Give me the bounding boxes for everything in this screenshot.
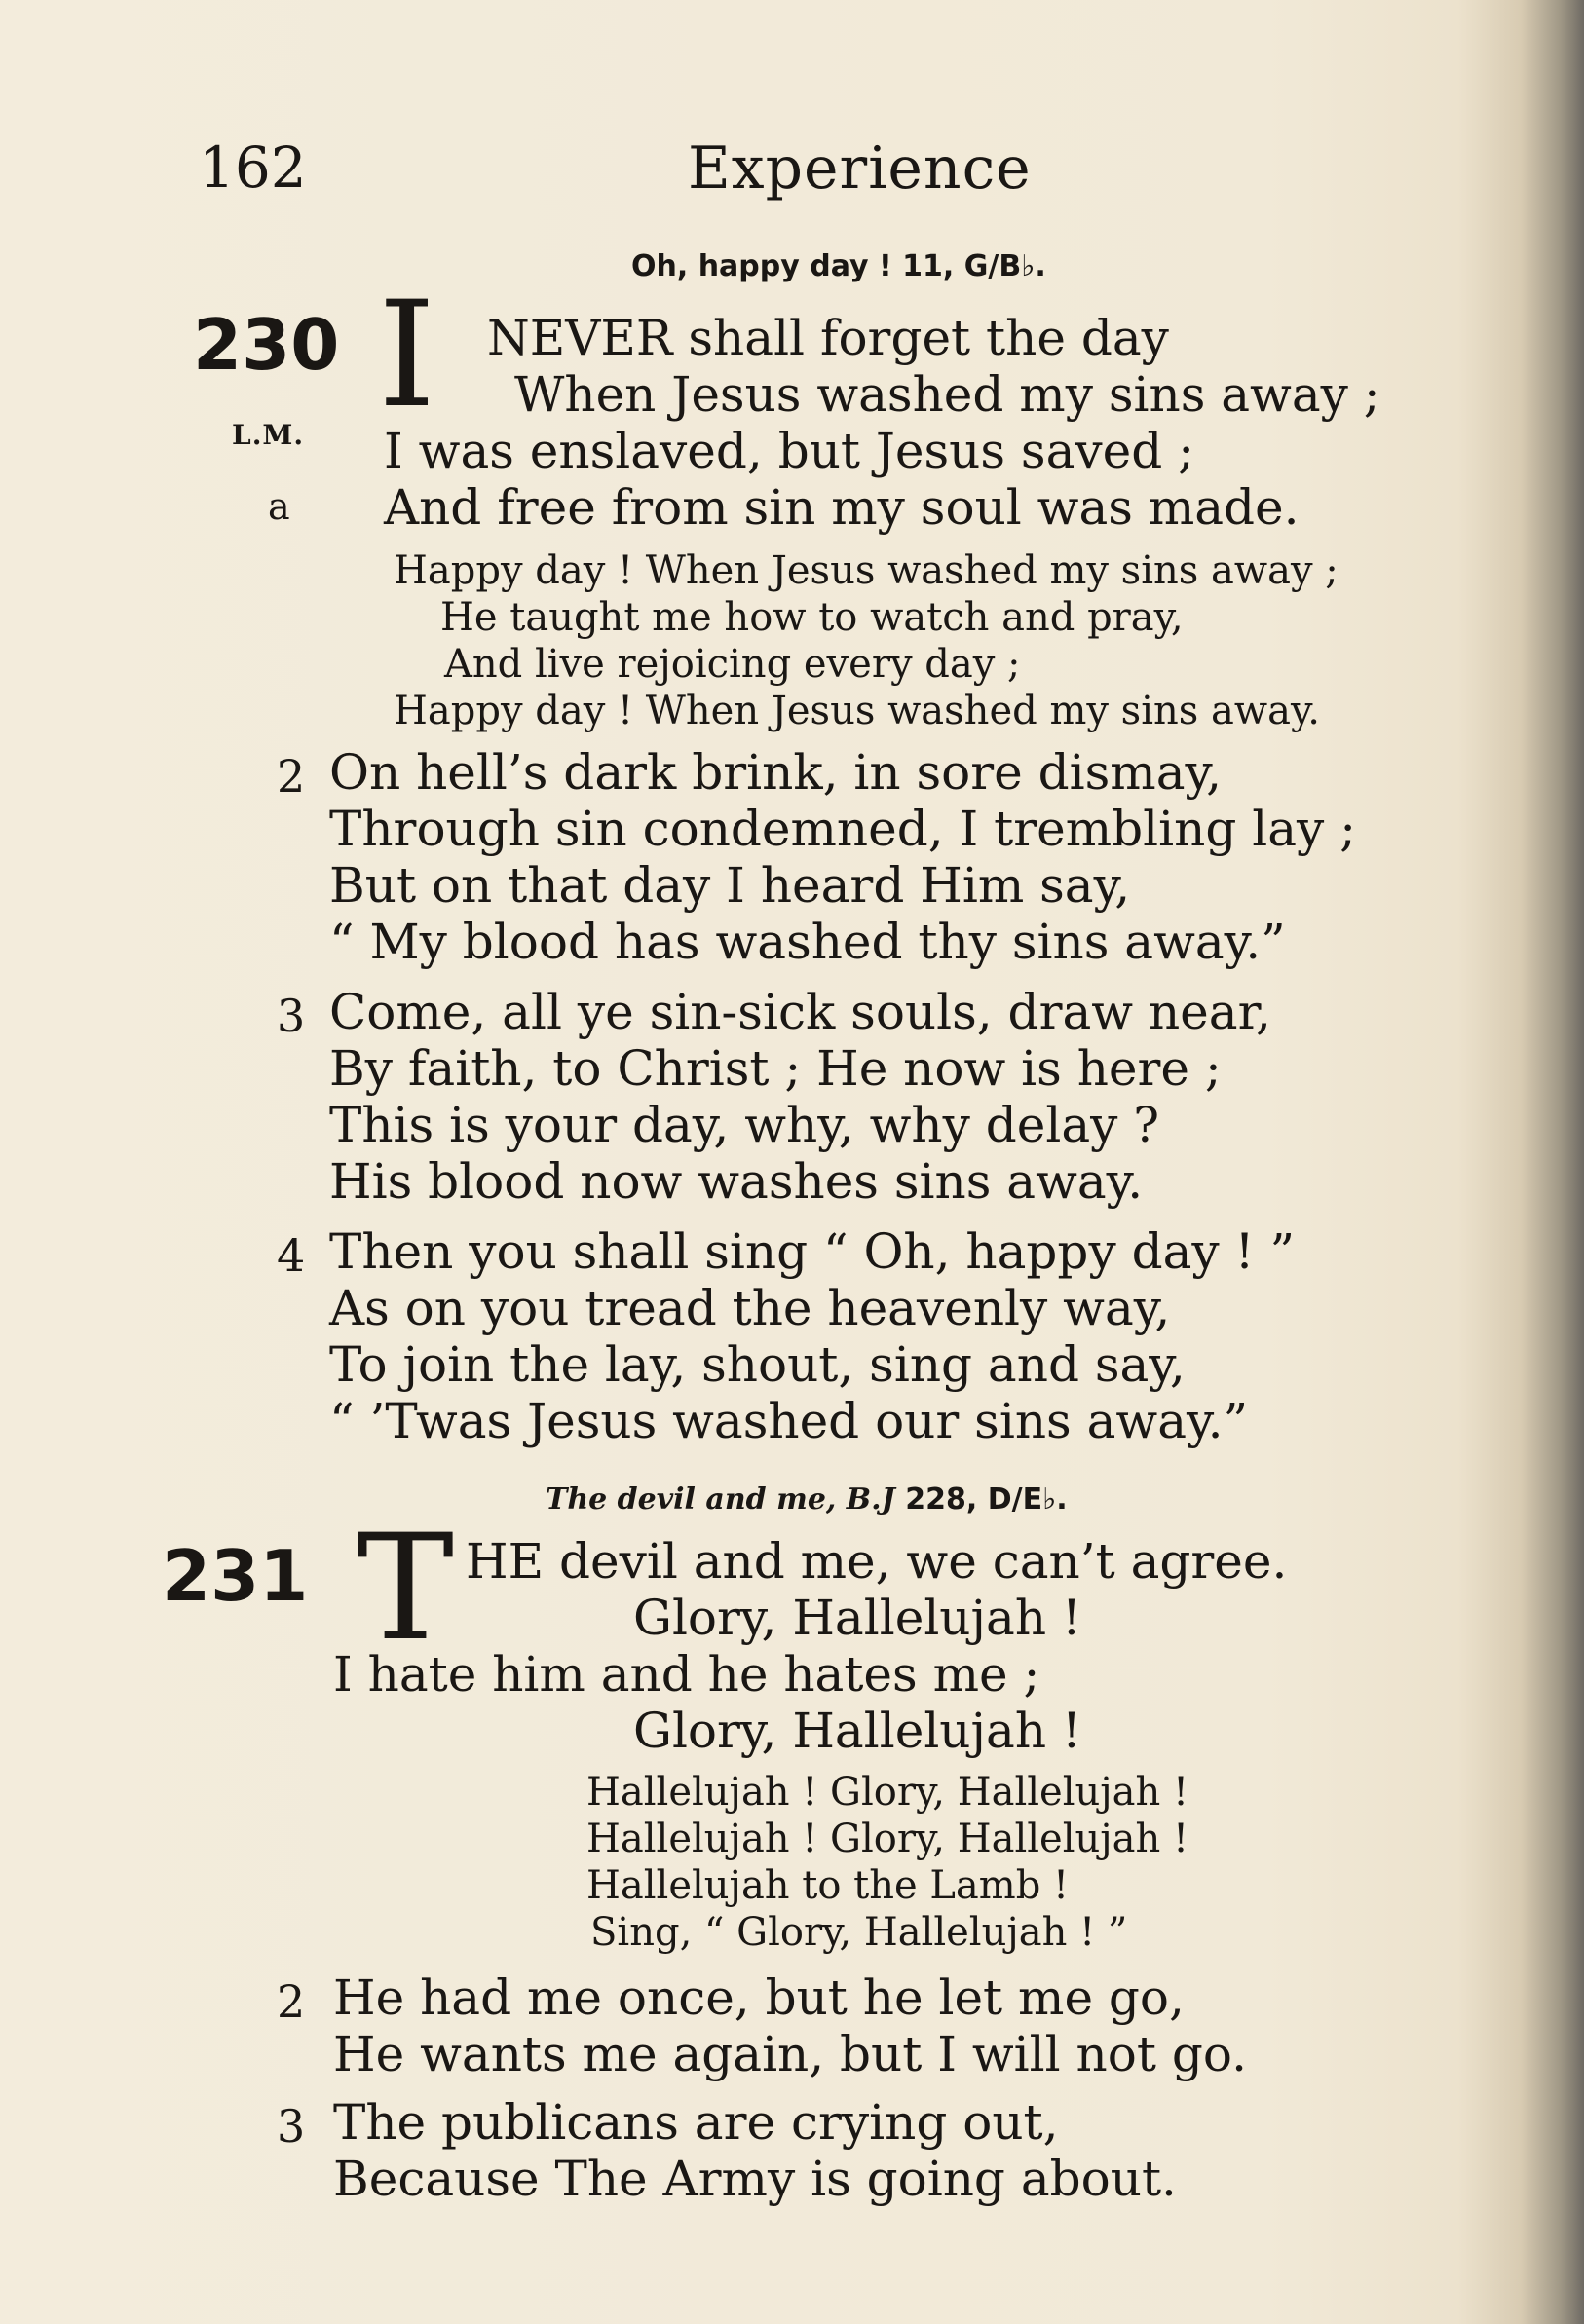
verse-line: He had me once, but he let me go, bbox=[333, 1969, 1185, 2026]
verse-line: To join the lay, shout, sing and say, bbox=[329, 1336, 1186, 1393]
verse-number: 4 bbox=[277, 1229, 306, 1282]
verse-line: HE devil and me, we can’t agree. bbox=[466, 1533, 1288, 1590]
drop-cap-230: I bbox=[378, 271, 436, 440]
verse-number: 3 bbox=[277, 2100, 306, 2153]
tune-name: The devil and me, B.J bbox=[546, 1482, 895, 1517]
verse-line: As on you tread the heavenly way, bbox=[329, 1280, 1171, 1336]
verse-number: 2 bbox=[277, 1975, 306, 2028]
verse-line: On hell’s dark brink, in sore dismay, bbox=[329, 744, 1223, 801]
verse-line: Glory, Hallelujah ! bbox=[633, 1703, 1082, 1759]
verse-line: Because The Army is going about. bbox=[333, 2151, 1177, 2207]
verse-line: Then you shall sing “ Oh, happy day ! ” bbox=[329, 1223, 1296, 1280]
meter-label: L.M. bbox=[232, 419, 305, 451]
verse-line: Glory, Hallelujah ! bbox=[633, 1590, 1082, 1646]
tune-line-231 bbox=[546, 1482, 1068, 1517]
chorus-line: Happy day ! When Jesus washed my sins away ; bbox=[394, 548, 1339, 593]
chorus-line: Sing, “ Glory, Hallelujah ! ” bbox=[590, 1910, 1128, 1955]
verse-line: By faith, to Christ ; He now is here ; bbox=[329, 1040, 1222, 1097]
verse-line: When Jesus washed my sins away ; bbox=[514, 366, 1380, 423]
verse-number: 3 bbox=[277, 990, 306, 1042]
verse-line: I was enslaved, but Jesus saved ; bbox=[384, 423, 1194, 479]
verse-line: “ ’Twas Jesus washed our sins away.” bbox=[329, 1393, 1249, 1449]
verse-line: His blood now washes sins away. bbox=[329, 1153, 1144, 1210]
running-title: Experience bbox=[688, 134, 1032, 203]
verse-line: This is your day, why, why delay ? bbox=[329, 1097, 1160, 1153]
chorus-line: Hallelujah ! Glory, Hallelujah ! bbox=[586, 1817, 1189, 1861]
tune-line-230: Oh, happy day ! 11, G/B♭. bbox=[631, 249, 1046, 283]
hymn-number-231: 231 bbox=[162, 1535, 309, 1617]
tune-number-key: 228, D/E♭. bbox=[905, 1482, 1068, 1517]
verse-line: Through sin condemned, I trembling lay ; bbox=[329, 801, 1357, 857]
page-number: 162 bbox=[199, 134, 307, 201]
drop-cap-231: T bbox=[357, 1504, 455, 1673]
chorus-line: Happy day ! When Jesus washed my sins away. bbox=[394, 689, 1320, 733]
verse-line: I hate him and he hates me ; bbox=[333, 1646, 1040, 1703]
verse-line: He wants me again, but I will not go. bbox=[333, 2026, 1247, 2082]
chorus-line: Hallelujah ! Glory, Hallelujah ! bbox=[586, 1770, 1189, 1815]
chorus-line: And live rejoicing every day ; bbox=[444, 642, 1021, 687]
chorus-line: Hallelujah to the Lamb ! bbox=[586, 1863, 1070, 1908]
verse-line: And free from sin my soul was made. bbox=[384, 479, 1300, 536]
verse-number: 2 bbox=[277, 750, 306, 803]
chorus-line: He taught me how to watch and pray, bbox=[440, 595, 1184, 640]
verse-line: “ My blood has washed thy sins away.” bbox=[329, 914, 1286, 970]
hymn-number-230: 230 bbox=[193, 304, 340, 386]
verse-line: But on that day I heard Him say, bbox=[329, 857, 1131, 914]
key-label: a bbox=[268, 485, 290, 528]
verse-line: Come, all ye sin-sick souls, draw near, bbox=[329, 984, 1271, 1040]
verse-line: The publicans are crying out, bbox=[333, 2094, 1059, 2151]
verse-line: NEVER shall forget the day bbox=[487, 310, 1169, 366]
